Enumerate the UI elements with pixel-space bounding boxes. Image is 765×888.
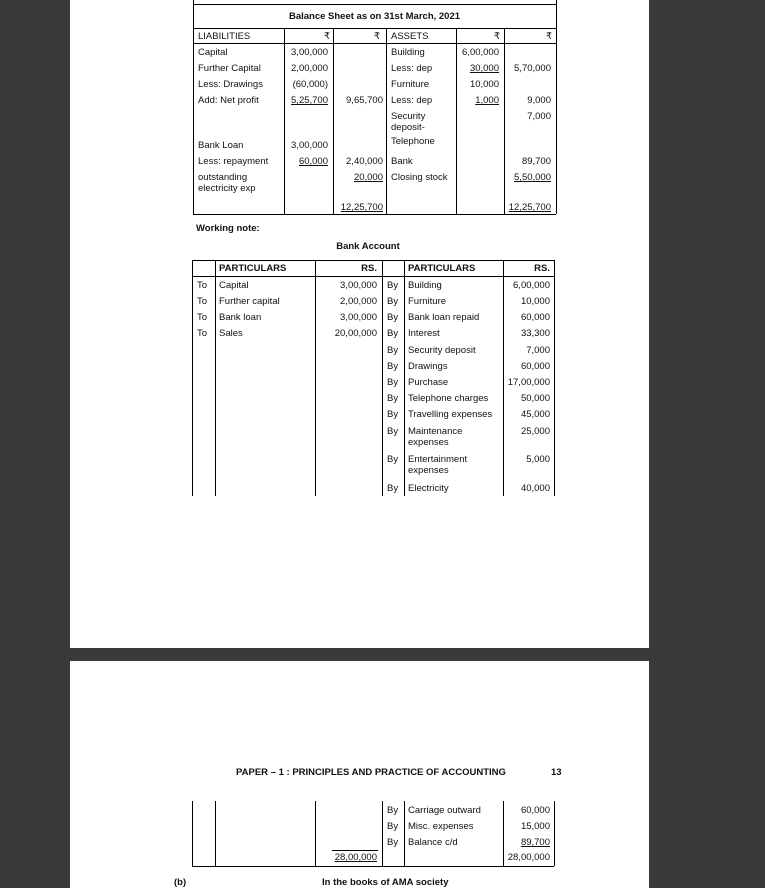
asset-building: Building xyxy=(391,47,425,58)
credit-by: By xyxy=(387,280,399,291)
credit-amount: 5,000 xyxy=(526,454,550,465)
credit-by: By xyxy=(387,426,399,437)
credit-by: By xyxy=(387,821,399,832)
liability-repayment: Less: repayment xyxy=(198,156,269,167)
credit-amount: 60,000 xyxy=(520,805,550,816)
credit-amount: 33,300 xyxy=(520,328,550,339)
capital-subtotal: 9,65,700 xyxy=(346,95,383,106)
credit-item: Furniture xyxy=(408,296,447,307)
closing-stock-amount: 5,50,000 xyxy=(514,172,551,183)
further-capital-amount: 2,00,000 xyxy=(291,63,328,74)
asset-security-deposit: Security deposit- xyxy=(391,111,426,133)
asset-building-dep: Less: dep xyxy=(391,63,433,74)
credit-total: 28,00,000 xyxy=(507,852,550,863)
liability-capital: Capital xyxy=(198,47,228,58)
net-profit-amount: 5,25,700 xyxy=(291,95,328,106)
asset-bank: Bank xyxy=(391,156,413,167)
debit-to: To xyxy=(197,328,208,339)
credit-by: By xyxy=(387,805,399,816)
drawings-amount: (60,000) xyxy=(292,79,328,90)
outstanding-amount: 20,000 xyxy=(353,172,383,183)
asset-telephone: Telephone xyxy=(391,136,435,147)
bank-amount: 89,700 xyxy=(521,156,551,167)
capital-amount: 3,00,000 xyxy=(291,47,328,58)
header-particulars-cr: PARTICULARS xyxy=(408,263,476,274)
credit-amount: 10,000 xyxy=(520,296,550,307)
credit-item: Bank loan repaid xyxy=(408,312,480,323)
section-marker: (b) xyxy=(174,877,187,888)
liabilities-total: 12,25,700 xyxy=(340,202,383,213)
credit-item: Carriage outward xyxy=(408,805,481,816)
building-amount: 6,00,000 xyxy=(462,47,499,58)
credit-amount: 89,700 xyxy=(520,837,550,848)
furniture-dep-amount: 1,000 xyxy=(475,95,499,106)
building-dep-amount: 30,000 xyxy=(469,63,499,74)
credit-amount: 7,000 xyxy=(526,345,550,356)
debit-item: Further capital xyxy=(219,296,280,307)
credit-by: By xyxy=(387,361,399,372)
building-net: 5,70,000 xyxy=(514,63,551,74)
assets-total: 12,25,700 xyxy=(508,202,551,213)
bank-loan-net: 2,40,000 xyxy=(346,156,383,167)
credit-amount: 15,000 xyxy=(520,821,550,832)
header-rupee-2: ₹ xyxy=(373,31,380,42)
header-rupee-3: ₹ xyxy=(493,31,500,42)
credit-amount: 17,00,000 xyxy=(507,377,550,388)
credit-item: Telephone charges xyxy=(408,393,489,404)
credit-amount: 45,000 xyxy=(520,409,550,420)
liability-outstanding: outstanding electricity exp xyxy=(198,172,256,194)
credit-item: Interest xyxy=(408,328,440,339)
liability-bank-loan: Bank Loan xyxy=(198,140,244,151)
credit-amount: 40,000 xyxy=(520,483,550,494)
header-rupee-1: ₹ xyxy=(323,31,330,42)
debit-to: To xyxy=(197,312,208,323)
working-note-label: Working note: xyxy=(196,223,260,234)
credit-item: Misc. expenses xyxy=(408,821,474,832)
balance-sheet-title: Balance Sheet as on 31st March, 2021 xyxy=(288,11,461,22)
credit-by: By xyxy=(387,345,399,356)
credit-item: Security deposit xyxy=(408,345,476,356)
credit-by: By xyxy=(387,377,399,388)
credit-by: By xyxy=(387,409,399,420)
credit-by: By xyxy=(387,454,399,465)
header-particulars-dr: PARTICULARS xyxy=(219,263,287,274)
credit-by: By xyxy=(387,393,399,404)
security-deposit-amount: 7,000 xyxy=(527,111,551,122)
liability-net-profit: Add: Net profit xyxy=(198,95,259,106)
credit-item: Balance c/d xyxy=(408,837,458,848)
page-number: 13 xyxy=(551,767,562,778)
debit-amount: 2,00,000 xyxy=(340,296,377,307)
credit-amount: 25,000 xyxy=(520,426,550,437)
document-page-1 xyxy=(70,0,649,648)
asset-furniture-dep: Less: dep xyxy=(391,95,433,106)
credit-amount: 6,00,000 xyxy=(513,280,550,291)
header-liabilities: LIABILITIES xyxy=(198,31,251,42)
debit-item: Bank loan xyxy=(219,312,262,323)
credit-by: By xyxy=(387,312,399,323)
credit-by: By xyxy=(387,837,399,848)
liability-drawings: Less: Drawings xyxy=(198,79,263,90)
page-running-header: PAPER – 1 : PRINCIPLES AND PRACTICE OF ACCOUNTING xyxy=(236,767,506,778)
credit-item: Maintenance expenses xyxy=(408,426,463,448)
debit-to: To xyxy=(197,296,208,307)
repayment-amount: 60,000 xyxy=(298,156,328,167)
header-rs-cr: RS. xyxy=(534,263,550,274)
debit-amount: 3,00,000 xyxy=(340,280,377,291)
credit-item: Building xyxy=(408,280,442,291)
header-rs-dr: RS. xyxy=(361,263,377,274)
credit-item: Entertainment expenses xyxy=(408,454,468,476)
credit-item: Electricity xyxy=(408,483,449,494)
header-rupee-4: ₹ xyxy=(545,31,552,42)
credit-by: By xyxy=(387,328,399,339)
asset-closing-stock: Closing stock xyxy=(391,172,448,183)
asset-furniture: Furniture xyxy=(391,79,430,90)
bank-account-title: Bank Account xyxy=(336,241,400,252)
credit-item: Drawings xyxy=(408,361,448,372)
debit-item: Sales xyxy=(219,328,243,339)
credit-amount: 60,000 xyxy=(520,312,550,323)
header-assets: ASSETS xyxy=(391,31,429,42)
debit-amount: 20,00,000 xyxy=(334,328,377,339)
credit-by: By xyxy=(387,483,399,494)
debit-amount: 3,00,000 xyxy=(340,312,377,323)
bank-loan-amount: 3,00,000 xyxy=(291,140,328,151)
credit-item: Purchase xyxy=(408,377,449,388)
furniture-amount: 10,000 xyxy=(469,79,499,90)
next-section-heading: In the books of AMA society xyxy=(322,877,449,888)
debit-to: To xyxy=(197,280,208,291)
debit-total: 28,00,000 xyxy=(334,852,377,863)
document-page-2 xyxy=(70,661,649,888)
debit-item: Capital xyxy=(219,280,249,291)
credit-by: By xyxy=(387,296,399,307)
furniture-net: 9,000 xyxy=(527,95,551,106)
credit-item: Travelling expenses xyxy=(408,409,493,420)
credit-amount: 50,000 xyxy=(520,393,550,404)
liability-further-capital: Further Capital xyxy=(198,63,261,74)
credit-amount: 60,000 xyxy=(520,361,550,372)
